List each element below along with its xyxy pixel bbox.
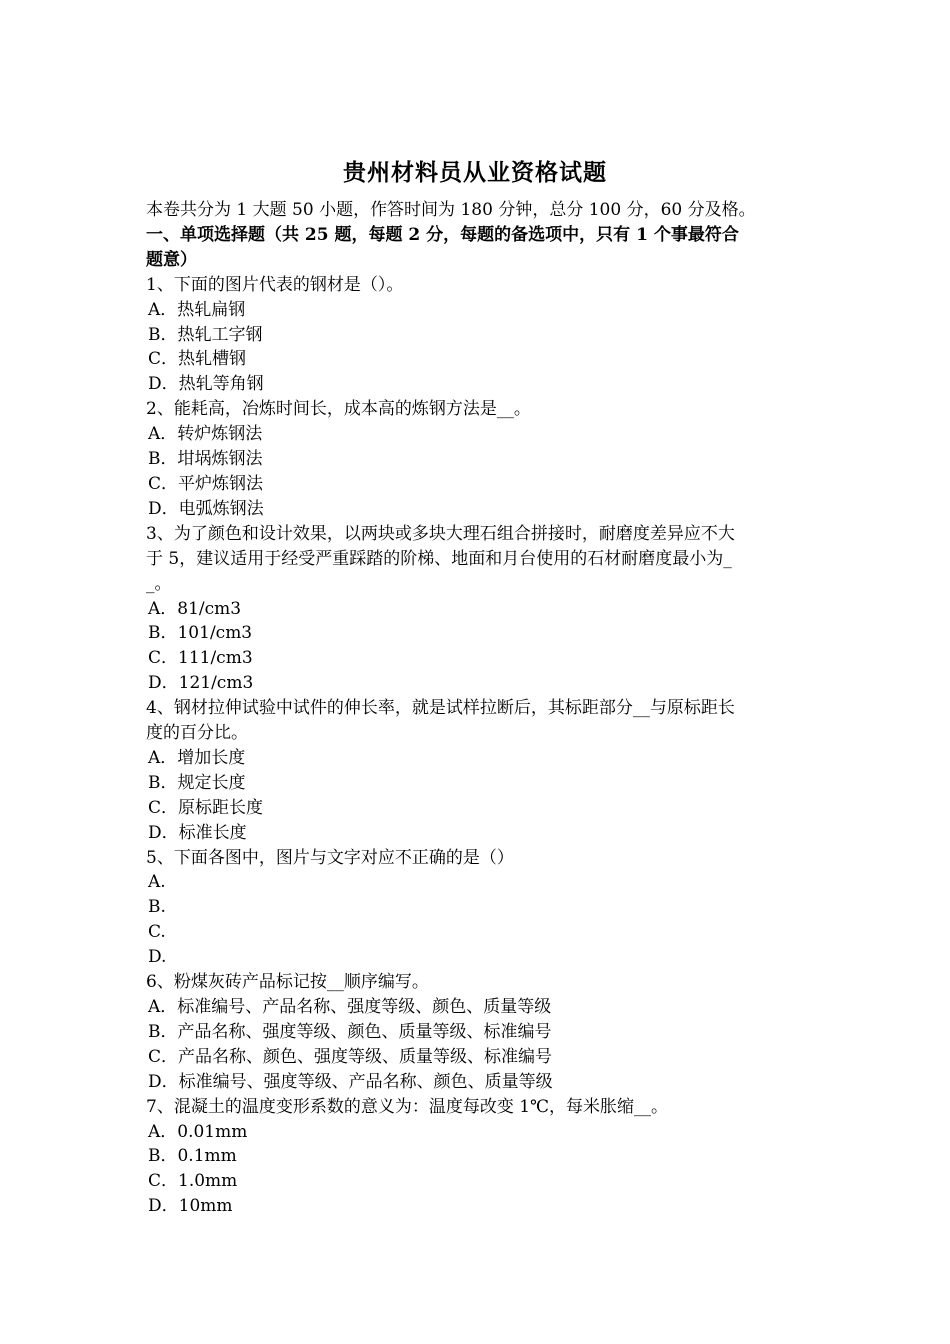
- exam-intro: 本卷共分为 1 大题 50 小题，作答时间为 180 分钟，总分 100 分，60 分及格。: [146, 200, 756, 220]
- answer-option: B．坩埚炼钢法: [148, 449, 263, 470]
- answer-option: B．规定长度: [148, 772, 246, 793]
- question-block: [146, 846, 812, 971]
- answer-option: A．0.01mm: [148, 1121, 248, 1142]
- answer-option: D．标准编号、强度等级、产品名称、颜色、质量等级: [148, 1071, 553, 1092]
- answer-option: B．0.1mm: [148, 1146, 237, 1167]
- answer-option: D．标准长度: [148, 822, 247, 843]
- answer-option: C.: [148, 922, 166, 943]
- question-block: [146, 696, 812, 845]
- answer-option: C．热轧槽钢: [148, 349, 247, 370]
- answer-option: B．产品名称、强度等级、颜色、质量等级、标准编号: [148, 1021, 552, 1042]
- answer-option: A．标准编号、产品名称、强度等级、颜色、质量等级: [148, 997, 552, 1017]
- answer-option: C．111/cm3: [148, 648, 253, 669]
- document-title: 贵州材料员从业资格试题: [343, 159, 607, 186]
- answer-option: D．10mm: [148, 1196, 233, 1217]
- answer-option: C．1.0mm: [148, 1171, 238, 1192]
- answer-option: C．产品名称、颜色、强度等级、质量等级、标准编号: [148, 1046, 553, 1067]
- answer-option: C．原标距长度: [148, 797, 264, 818]
- question-stem: 2、能耗高，冶炼时间长，成本高的炼钢方法是__。: [146, 399, 531, 420]
- question-stem: 1、下面的图片代表的钢材是（）。: [146, 274, 404, 295]
- question-stem: 4、钢材拉伸试验中试件的伸长率，就是试样拉断后，其标距部分__与原标距长: [146, 698, 735, 719]
- answer-option: B．101/cm3: [148, 623, 253, 644]
- answer-option: D．电弧炼钢法: [148, 498, 264, 519]
- answer-option: B．热轧工字钢: [148, 324, 263, 345]
- question-stem: 6、粉煤灰砖产品标记按__顺序编写。: [146, 972, 429, 993]
- answer-option: D．121/cm3: [148, 673, 254, 694]
- answer-option: A．转炉炼钢法: [148, 424, 263, 445]
- question-stem-continued: 于 5，建议适用于经受严重踩踏的阶梯、地面和月台使用的石材耐磨度最小为_: [146, 548, 732, 569]
- question-block: [146, 1095, 812, 1220]
- section-heading-continued: 题意）: [146, 249, 197, 270]
- question-list: [146, 273, 812, 1219]
- answer-option: A．热轧扁钢: [148, 299, 246, 320]
- question-block: [146, 522, 812, 696]
- question-stem-continued: 度的百分比。: [146, 723, 248, 744]
- answer-option: D．热轧等角钢: [148, 374, 264, 395]
- document-body: [146, 198, 812, 1219]
- question-stem-continued: _。: [146, 573, 172, 594]
- question-stem: 7、混凝土的温度变形系数的意义为：温度每改变 1℃，每米胀缩__。: [146, 1096, 669, 1117]
- answer-option: A．增加长度: [148, 747, 246, 768]
- question-block: [146, 970, 812, 1095]
- question-stem: 3、为了颜色和设计效果，以两块或多块大理石组合拼接时，耐磨度差异应不大: [146, 523, 735, 544]
- section-heading: 一、单项选择题（共 25 题，每题 2 分，每题的备选项中，只有 1 个事最符合: [146, 224, 739, 245]
- answer-option: A．81/cm3: [148, 598, 242, 619]
- question-block: [146, 397, 812, 522]
- answer-option: A.: [148, 872, 166, 893]
- answer-option: D.: [148, 947, 167, 968]
- question-block: [146, 273, 812, 398]
- answer-option: B.: [148, 897, 166, 918]
- question-stem: 5、下面各图中，图片与文字对应不正确的是（）: [146, 847, 514, 868]
- answer-option: C．平炉炼钢法: [148, 473, 264, 494]
